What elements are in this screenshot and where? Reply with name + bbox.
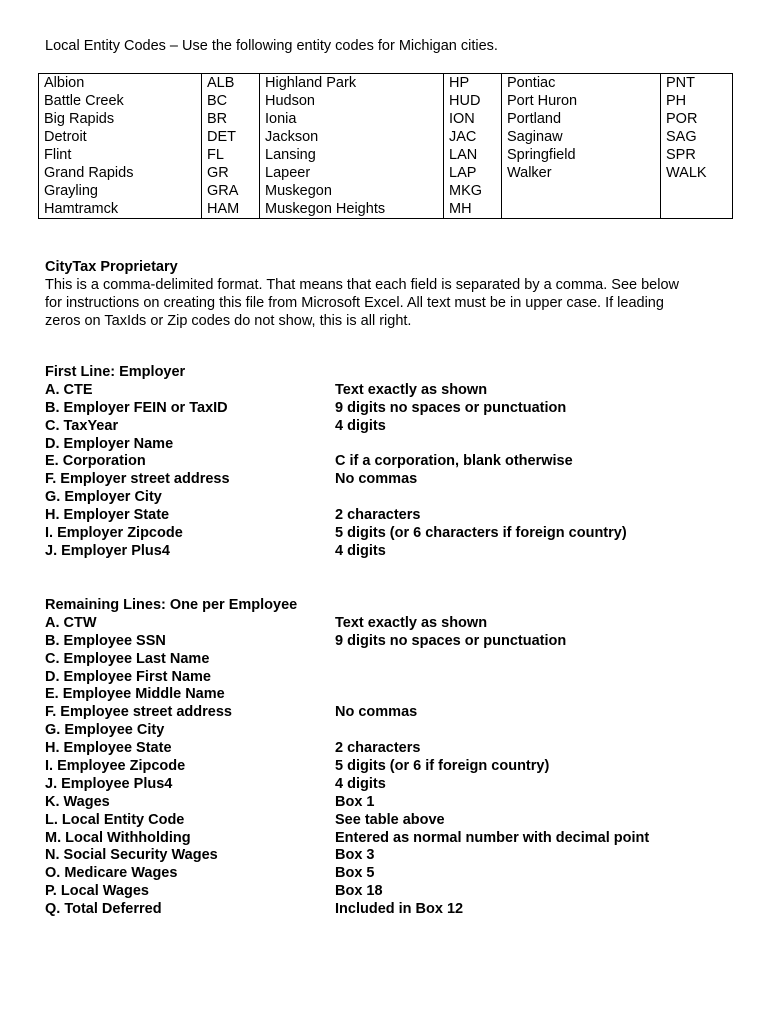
- field-row: [45, 543, 735, 561]
- entity-code-cell: ALB: [202, 74, 260, 93]
- field-row: [45, 382, 735, 400]
- field-description: Included in Box 12: [335, 901, 464, 918]
- field-row: [45, 453, 735, 471]
- city-name-cell: [502, 200, 661, 219]
- city-name-cell: Big Rapids: [39, 110, 202, 128]
- entity-code-cell: [661, 200, 733, 219]
- field-description: Box 18: [335, 883, 383, 900]
- field-row: [45, 418, 735, 436]
- city-name-cell: Portland: [502, 110, 661, 128]
- city-name-cell: Pontiac: [502, 74, 661, 93]
- field-name: C. TaxYear: [45, 417, 119, 434]
- entity-code-cell: SPR: [661, 146, 733, 164]
- city-name-cell: Hudson: [260, 92, 444, 110]
- field-description: 5 digits (or 6 if foreign country): [335, 758, 550, 775]
- entity-code-cell: BR: [202, 110, 260, 128]
- table-row: [39, 146, 733, 164]
- field-name: J. Employer Plus4: [45, 542, 170, 559]
- entity-code-cell: HUD: [444, 92, 502, 110]
- field-row: [45, 830, 735, 848]
- field-description: See table above: [335, 811, 445, 828]
- field-row: [45, 615, 735, 633]
- field-row: [45, 436, 735, 454]
- city-name-cell: Battle Creek: [39, 92, 202, 110]
- field-row: [45, 400, 735, 418]
- field-description: 2 characters: [335, 507, 421, 524]
- table-row: [39, 128, 733, 146]
- table-row: [39, 200, 733, 219]
- city-name-cell: Hamtramck: [39, 200, 202, 219]
- entity-code-cell: JAC: [444, 128, 502, 146]
- field-name: Q. Total Deferred: [45, 901, 162, 918]
- field-name: B. Employer FEIN or TaxID: [45, 399, 228, 416]
- citytax-line-3: zeros on TaxIds or Zip codes do not show, this is all right.: [45, 313, 412, 329]
- citytax-line-1: This is a comma-delimited format. That means that each field is separated by a comma. See below: [45, 277, 679, 293]
- field-row: [45, 812, 735, 830]
- city-name-cell: Springfield: [502, 146, 661, 164]
- field-name: G. Employee City: [45, 722, 165, 739]
- city-name-cell: [502, 182, 661, 200]
- city-name-cell: Port Huron: [502, 92, 661, 110]
- field-description: Entered as normal number with decimal point: [335, 829, 650, 846]
- entity-code-cell: BC: [202, 92, 260, 110]
- field-name: N. Social Security Wages: [45, 847, 218, 864]
- entity-code-cell: SAG: [661, 128, 733, 146]
- field-name: F. Employer street address: [45, 471, 230, 488]
- field-description: 4 digits: [335, 775, 386, 792]
- field-name: H. Employer State: [45, 507, 170, 524]
- citytax-line-2: for instructions on creating this file from Microsoft Excel. All text must be in upper case. If leading: [45, 295, 664, 311]
- field-name: A. CTW: [45, 614, 97, 631]
- city-name-cell: Flint: [39, 146, 202, 164]
- field-description: Box 1: [335, 793, 375, 810]
- city-name-cell: Grand Rapids: [39, 164, 202, 182]
- field-name: L. Local Entity Code: [45, 811, 185, 828]
- entity-code-cell: WALK: [661, 164, 733, 182]
- field-name: D. Employee First Name: [45, 668, 211, 685]
- field-row: [45, 686, 735, 704]
- field-description: C if a corporation, blank otherwise: [335, 453, 573, 470]
- field-description: 2 characters: [335, 740, 421, 757]
- field-name: J. Employee Plus4: [45, 775, 173, 792]
- city-name-cell: Lansing: [260, 146, 444, 164]
- field-name: C. Employee Last Name: [45, 650, 210, 667]
- entity-code-cell: FL: [202, 146, 260, 164]
- entity-code-cell: MKG: [444, 182, 502, 200]
- entity-code-cell: ION: [444, 110, 502, 128]
- city-name-cell: Muskegon: [260, 182, 444, 200]
- field-name: I. Employer Zipcode: [45, 525, 183, 542]
- entity-code-cell: [661, 182, 733, 200]
- entity-code-cell: MH: [444, 200, 502, 219]
- entity-code-cell: HP: [444, 74, 502, 93]
- field-description: Text exactly as shown: [335, 381, 488, 398]
- citytax-section: [45, 258, 725, 330]
- field-row: [45, 633, 735, 651]
- field-name: B. Employee SSN: [45, 632, 166, 649]
- field-description: 5 digits (or 6 characters if foreign country): [335, 525, 627, 542]
- entity-code-cell: GRA: [202, 182, 260, 200]
- remaining-lines-section: [45, 597, 735, 919]
- field-description: Box 3: [335, 847, 375, 864]
- remaining-lines-heading: Remaining Lines: One per Employee: [45, 597, 298, 613]
- intro-text: Local Entity Codes – Use the following entity codes for Michigan cities.: [45, 38, 498, 54]
- city-name-cell: Saginaw: [502, 128, 661, 146]
- field-name: F. Employee street address: [45, 704, 232, 721]
- city-name-cell: Albion: [39, 74, 202, 93]
- city-name-cell: Walker: [502, 164, 661, 182]
- field-description: 4 digits: [335, 542, 386, 559]
- field-name: K. Wages: [45, 793, 110, 810]
- city-name-cell: Jackson: [260, 128, 444, 146]
- city-name-cell: Muskegon Heights: [260, 200, 444, 219]
- entity-code-cell: POR: [661, 110, 733, 128]
- city-name-cell: Ionia: [260, 110, 444, 128]
- field-row: [45, 883, 735, 901]
- field-name: H. Employee State: [45, 740, 172, 757]
- field-row: [45, 651, 735, 669]
- field-name: M. Local Withholding: [45, 829, 191, 846]
- field-row: [45, 525, 735, 543]
- field-description: 9 digits no spaces or punctuation: [335, 399, 567, 416]
- field-row: [45, 722, 735, 740]
- table-row: [39, 182, 733, 200]
- field-name: A. CTE: [45, 381, 93, 398]
- table-row: [39, 74, 733, 93]
- field-description: No commas: [335, 471, 418, 488]
- field-row: [45, 758, 735, 776]
- field-row: [45, 794, 735, 812]
- field-description: Box 5: [335, 865, 375, 882]
- field-name: D. Employer Name: [45, 435, 174, 452]
- citytax-heading: CityTax Proprietary: [45, 259, 178, 275]
- field-description: 4 digits: [335, 417, 386, 434]
- entity-code-cell: GR: [202, 164, 260, 182]
- field-row: [45, 471, 735, 489]
- field-row: [45, 489, 735, 507]
- entity-code-cell: LAP: [444, 164, 502, 182]
- city-name-cell: Highland Park: [260, 74, 444, 93]
- field-name: E. Corporation: [45, 453, 146, 470]
- entity-code-cell: PNT: [661, 74, 733, 93]
- field-row: [45, 704, 735, 722]
- field-name: P. Local Wages: [45, 883, 149, 900]
- city-name-cell: Lapeer: [260, 164, 444, 182]
- entity-code-cell: DET: [202, 128, 260, 146]
- entity-code-cell: HAM: [202, 200, 260, 219]
- table-row: [39, 92, 733, 110]
- field-description: 9 digits no spaces or punctuation: [335, 632, 567, 649]
- field-row: [45, 507, 735, 525]
- first-line-heading: First Line: Employer: [45, 364, 186, 380]
- field-name: I. Employee Zipcode: [45, 758, 186, 775]
- field-name: G. Employer City: [45, 489, 162, 506]
- table-row: [39, 110, 733, 128]
- field-description: Text exactly as shown: [335, 614, 488, 631]
- field-description: No commas: [335, 704, 418, 721]
- field-row: [45, 740, 735, 758]
- field-row: [45, 669, 735, 687]
- field-name: E. Employee Middle Name: [45, 686, 225, 703]
- city-name-cell: Detroit: [39, 128, 202, 146]
- field-row: [45, 901, 735, 919]
- first-line-section: [45, 364, 735, 561]
- entity-code-cell: LAN: [444, 146, 502, 164]
- table-row: [39, 164, 733, 182]
- field-name: O. Medicare Wages: [45, 865, 178, 882]
- entity-code-cell: PH: [661, 92, 733, 110]
- field-row: [45, 847, 735, 865]
- entity-code-table: [38, 73, 733, 219]
- field-row: [45, 865, 735, 883]
- field-row: [45, 776, 735, 794]
- city-name-cell: Grayling: [39, 182, 202, 200]
